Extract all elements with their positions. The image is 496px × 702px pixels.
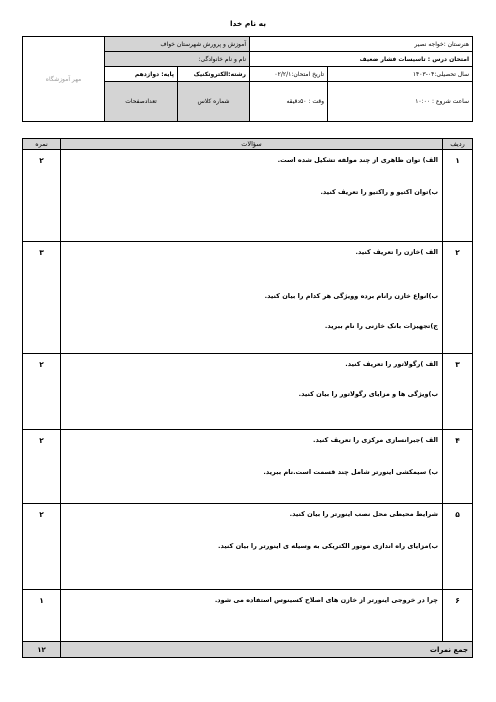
grade-level: پایه: دوازدهم bbox=[105, 67, 178, 82]
questions-header: سؤالات bbox=[61, 139, 443, 150]
student-name-label: نام و نام خانوادگی: bbox=[105, 52, 250, 67]
field-of-study: رشته:الکتروتکنیک bbox=[178, 67, 250, 82]
question-score: ۲ bbox=[23, 354, 61, 430]
question-line: ب) سیمکشی اینورتر شامل چند قسمت است.نام ببرید. bbox=[263, 468, 438, 476]
question-text bbox=[61, 150, 443, 242]
score-header: نمره bbox=[23, 139, 61, 150]
question-row bbox=[23, 430, 473, 504]
question-number: ۱ bbox=[443, 150, 473, 242]
question-line: چرا در خروجی اینورتر از خازن های اصلاح کسینوس استفاده می شود. bbox=[214, 596, 438, 604]
question-line: ب)ویژگی ها و مزایای رگولاتور را بیان کنید. bbox=[298, 390, 438, 398]
question-row bbox=[23, 504, 473, 590]
total-label: جمع نمرات bbox=[61, 642, 473, 658]
school-stamp: مهر آموزشگاه bbox=[45, 75, 82, 83]
question-line: ج)تجهیزات بانک خازنی را نام ببرید. bbox=[324, 322, 438, 330]
start-time: ساعت شروع : ۱۰:۰۰ bbox=[328, 82, 473, 122]
question-line: الف )رگولاتور را تعریف کنید. bbox=[345, 360, 438, 368]
exam-header-table bbox=[22, 36, 473, 122]
total-score: ۱۲ bbox=[23, 642, 61, 658]
school-name: هنرستان :خواجه نصیر bbox=[250, 37, 473, 52]
question-line: ب)مزایای راه اندازی موتور الکتریکی به وسیله ی اینورتر را بیان کنید. bbox=[218, 542, 438, 550]
school-stamp-cell bbox=[23, 37, 105, 122]
question-line: الف) توان ظاهری از چند مولفه تشکیل شده است. bbox=[277, 156, 438, 164]
question-line: ب)توان اکتیو و راکتیو را تعریف کنید. bbox=[320, 188, 438, 196]
question-text bbox=[61, 242, 443, 354]
academic-year: سال تحصیلی:۰۴-۱۴۰۳ bbox=[328, 67, 473, 82]
question-number: ۵ bbox=[443, 504, 473, 590]
question-number: ۶ bbox=[443, 590, 473, 642]
class-number: شماره کلاس bbox=[178, 82, 250, 122]
question-row bbox=[23, 590, 473, 642]
question-text bbox=[61, 504, 443, 590]
question-row bbox=[23, 354, 473, 430]
exam-course: امتحان درس : تاسیسات فشار ضعیف bbox=[250, 52, 473, 67]
question-row bbox=[23, 242, 473, 354]
exam-duration: وقت : ۵۰دقیقه bbox=[250, 82, 328, 122]
row-header: ردیف bbox=[443, 139, 473, 150]
question-number: ۲ bbox=[443, 242, 473, 354]
question-number: ۳ bbox=[443, 354, 473, 430]
question-line: شرایط محیطی محل نصب اینورتر را بیان کنید. bbox=[289, 510, 438, 518]
total-row bbox=[23, 642, 473, 658]
department-name: آموزش و پرورش شهرستان خواف bbox=[105, 37, 250, 52]
question-score: ۱ bbox=[23, 590, 61, 642]
questions-table bbox=[22, 138, 473, 658]
question-score: ۳ bbox=[23, 242, 61, 354]
page-count: تعدادصفحات bbox=[105, 82, 178, 122]
question-number: ۴ bbox=[443, 430, 473, 504]
question-line: ب)انواع خازن رانام برده وویژگی هر کدام را بیان کنید. bbox=[264, 292, 438, 300]
question-score: ۲ bbox=[23, 150, 61, 242]
question-row bbox=[23, 150, 473, 242]
question-text bbox=[61, 590, 443, 642]
question-score: ۲ bbox=[23, 504, 61, 590]
question-text bbox=[61, 430, 443, 504]
page-title: به نام خدا bbox=[229, 19, 267, 28]
exam-date: تاریخ امتحان:۰۲/۲/۱ bbox=[250, 67, 328, 82]
question-line: الف )خازن را تعریف کنید. bbox=[355, 248, 438, 256]
question-score: ۲ bbox=[23, 430, 61, 504]
question-line: الف )جبرانسازی مرکزی را تعریف کنید. bbox=[313, 436, 438, 444]
question-text bbox=[61, 354, 443, 430]
